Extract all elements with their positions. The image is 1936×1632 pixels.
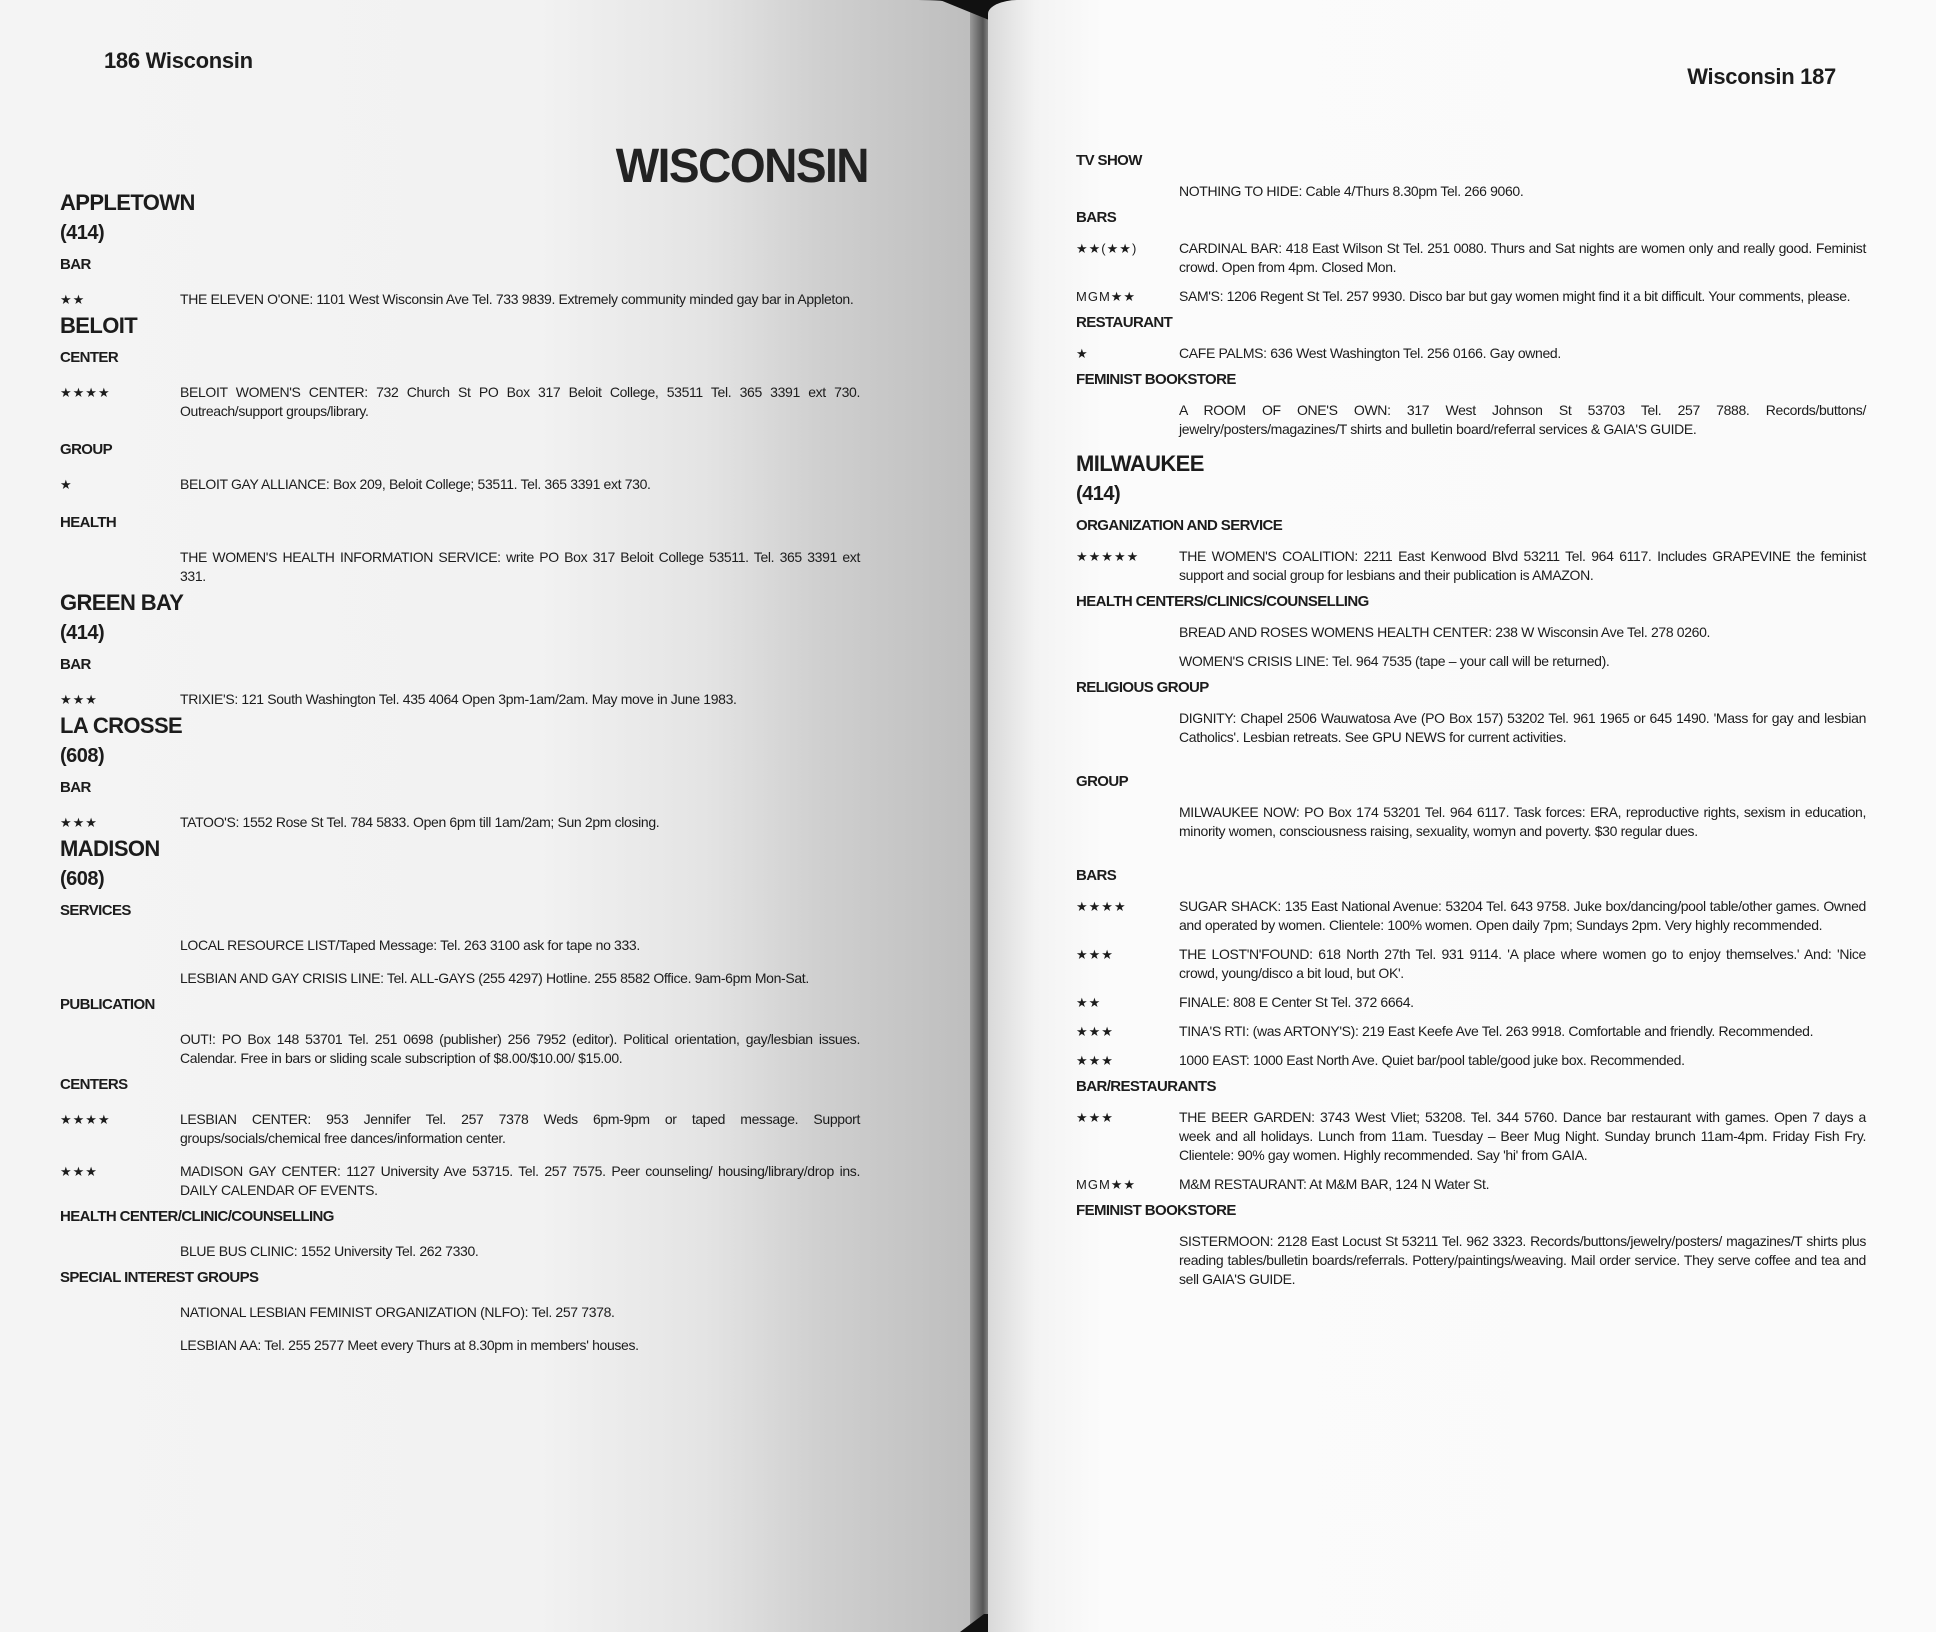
- rating-stars: [60, 969, 180, 988]
- rating-stars: [60, 548, 180, 586]
- listing-entry: [60, 1110, 860, 1148]
- rating-stars: MGM★★: [1076, 1177, 1137, 1192]
- rating-stars: MGM★★: [1076, 289, 1137, 304]
- rating-stars: ★★: [1076, 995, 1102, 1010]
- running-head-left: 186 Wisconsin: [104, 48, 253, 73]
- rating-stars: [1076, 803, 1179, 841]
- category-heading: HEALTH CENTER/CLINIC/COUNSELLING: [60, 1208, 334, 1225]
- listing-text: CAFE PALMS: 636 West Washington Tel. 256 0166. Gay owned.: [1179, 345, 1561, 361]
- listing-text: TRIXIE'S: 121 South Washington Tel. 435 4064 Open 3pm-1am/2am. May move in June 1983.: [180, 691, 737, 707]
- category-heading: ORGANIZATION AND SERVICE: [1076, 517, 1283, 534]
- listing-text: A ROOM OF ONE'S OWN: 317 West Johnson St 53703 Tel. 257 7888. Records/buttons/ jewelry/posters/magazines/T shirts and bulletin board/referral services & GAIA'S GUIDE.: [1179, 402, 1866, 437]
- listing-text: THE WOMEN'S HEALTH INFORMATION SERVICE: write PO Box 317 Beloit College 53511. Tel. 365 3391 ext 331.: [180, 549, 860, 584]
- listing-entry: [1076, 344, 1866, 363]
- category-heading: BAR: [60, 779, 91, 796]
- listing-text: BREAD AND ROSES WOMENS HEALTH CENTER: 238 W Wisconsin Ave Tel. 278 0260.: [1179, 624, 1711, 640]
- listing-text: MADISON GAY CENTER: 1127 University Ave 53715. Tel. 257 7575. Peer counseling/ housing/library/drop ins. DAILY CALENDAR OF EVENTS.: [180, 1163, 860, 1198]
- rating-stars: ★★★: [60, 815, 98, 830]
- listing-text: SUGAR SHACK: 135 East National Avenue: 53204 Tel. 643 9758. Juke box/dancing/pool table/other games. Owned and operated by women. Clientele: 100% women. Open daily 7pm; Sundays 2pm. Very highly recommended.: [1179, 898, 1866, 933]
- category-heading: HEALTH CENTERS/CLINICS/COUNSELLING: [1076, 593, 1369, 610]
- category-heading: SERVICES: [60, 902, 131, 919]
- listing-entry: [60, 936, 860, 955]
- rating-stars: ★★★: [1076, 1110, 1114, 1125]
- listing-text: M&M RESTAURANT: At M&M BAR, 124 N Water St.: [1179, 1176, 1490, 1192]
- rating-stars: ★★★: [1076, 1053, 1114, 1068]
- listing-entry: [1076, 239, 1866, 277]
- area-code: (608): [60, 868, 105, 890]
- rating-stars: ★★★: [1076, 947, 1114, 962]
- city-heading: APPLETOWN: [60, 190, 195, 215]
- rating-stars: ★: [60, 477, 73, 492]
- listing-entry: [1076, 897, 1866, 935]
- category-heading: FEMINIST BOOKSTORE: [1076, 371, 1236, 388]
- listing-entry: [1076, 993, 1866, 1012]
- category-heading: BAR: [60, 256, 91, 273]
- listing-text: SISTERMOON: 2128 East Locust St 53211 Tel. 962 3323. Records/buttons/jewelry/posters/ magazines/T shirts plus reading tables/bulletin boards/referrals. Pottery/paintings/weaving. Mail order service. They serve coffee and tea and sell GAIA'S GUIDE.: [1179, 1233, 1866, 1287]
- listing-entry: [60, 1303, 860, 1322]
- listing-text: BELOIT WOMEN'S CENTER: 732 Church St PO Box 317 Beloit College, 53511 Tel. 365 3391 ext 730. Outreach/support groups/library.: [180, 384, 860, 419]
- category-heading: BAR/RESTAURANTS: [1076, 1078, 1216, 1095]
- category-heading: GROUP: [1076, 773, 1129, 790]
- area-code: (608): [60, 745, 105, 767]
- listing-entry: [60, 969, 860, 988]
- listing-text: DIGNITY: Chapel 2506 Wauwatosa Ave (PO Box 157) 53202 Tel. 961 1965 or 645 1490. 'Mass for gay and lesbian Catholics'. Lesbian retreats. See GPU NEWS for current activities.: [1179, 710, 1866, 745]
- rating-stars: [1076, 623, 1179, 642]
- category-heading: RESTAURANT: [1076, 314, 1173, 331]
- category-heading: GROUP: [60, 441, 113, 458]
- listing-text: LESBIAN AND GAY CRISIS LINE: Tel. ALL-GAYS (255 4297) Hotline. 255 8582 Office. 9am-6pm Mon-Sat.: [180, 970, 809, 986]
- listing-entry: [60, 548, 860, 586]
- listing-entry: [1076, 547, 1866, 585]
- area-code: (414): [1076, 483, 1121, 505]
- listing-entry: [1076, 1108, 1866, 1165]
- category-heading: RELIGIOUS GROUP: [1076, 679, 1209, 696]
- category-heading: PUBLICATION: [60, 996, 155, 1013]
- listing-text: WOMEN'S CRISIS LINE: Tel. 964 7535 (tape – your call will be returned).: [1179, 653, 1610, 669]
- rating-stars: ★★★★: [60, 385, 111, 400]
- listing-text: THE BEER GARDEN: 3743 West Vliet; 53208. Tel. 344 5760. Dance bar restaurant with games. Open 7 days a week and all holidays. Lunch from 11am. Tuesday – Beer Mug Night. Sunday brunch 11am-4pm. Friday Fish Fry. Clientele: 90% gay women. Highly recommended. Say 'hi' from GAIA.: [1179, 1109, 1866, 1163]
- city-heading: GREEN BAY: [60, 590, 184, 615]
- listing-entry: [1076, 287, 1866, 306]
- rating-stars: [60, 936, 180, 955]
- listing-entry: [1076, 1175, 1866, 1194]
- listing-text: LESBIAN AA: Tel. 255 2577 Meet every Thurs at 8.30pm in members' houses.: [180, 1337, 639, 1353]
- category-heading: BAR: [60, 656, 91, 673]
- rating-stars: ★: [1076, 346, 1089, 361]
- listing-text: THE LOST'N'FOUND: 618 North 27th Tel. 931 9114. 'A place where women go to enjoy themselves.' And: 'Nice crowd, young/disco a bit loud, but OK'.: [1179, 946, 1866, 981]
- category-heading: HEALTH: [60, 514, 117, 531]
- listing-text: OUT!: PO Box 148 53701 Tel. 251 0698 (publisher) 256 7952 (editor). Political orientation, gay/lesbian issues. Calendar. Free in bars or sliding scale subscription of $8.00/$10.00/ $15.00.: [180, 1031, 860, 1066]
- listing-text: BLUE BUS CLINIC: 1552 University Tel. 262 7330.: [180, 1243, 479, 1259]
- city-heading: BELOIT: [60, 313, 138, 338]
- listing-entry: [1076, 652, 1866, 671]
- listing-entry: [1076, 945, 1866, 983]
- city-heading: LA CROSSE: [60, 713, 183, 738]
- listing-text: CARDINAL BAR: 418 East Wilson St Tel. 251 0080. Thurs and Sat nights are women only and really good. Feminist crowd. Open from 4pm. Closed Mon.: [1179, 240, 1866, 275]
- listing-entry: [1076, 1051, 1866, 1070]
- listing-text: LOCAL RESOURCE LIST/Taped Message: Tel. 263 3100 ask for tape no 333.: [180, 937, 640, 953]
- city-heading: MILWAUKEE: [1076, 451, 1204, 476]
- rating-stars: ★★★: [1076, 1024, 1114, 1039]
- listing-entry: [60, 1030, 860, 1068]
- listing-entry: [60, 383, 860, 421]
- listing-entry: [1076, 1232, 1866, 1289]
- listing-text: MILWAUKEE NOW: PO Box 174 53201 Tel. 964 6117. Task forces: ERA, reproductive rights, sexism in education, minority women, consciousness raising, sexuality, womyn and poverty. $30 regular dues.: [1179, 804, 1866, 839]
- listing-entry: [1076, 401, 1866, 439]
- rating-stars: ★★★★: [1076, 899, 1127, 914]
- rating-stars: [1076, 709, 1179, 747]
- category-heading: CENTER: [60, 349, 119, 366]
- listing-text: FINALE: 808 E Center St Tel. 372 6664.: [1179, 994, 1414, 1010]
- rating-stars: [1076, 1232, 1179, 1289]
- listing-text: TINA'S RTI: (was ARTONY'S): 219 East Keefe Ave Tel. 263 9918. Comfortable and friendly. Recommended.: [1179, 1023, 1814, 1039]
- listing-entry: [60, 690, 860, 709]
- area-code: (414): [60, 222, 105, 244]
- right-listings: [1076, 144, 1866, 1289]
- listing-entry: [60, 475, 860, 494]
- rating-stars: [60, 1242, 180, 1261]
- category-heading: BARS: [1076, 867, 1117, 884]
- listing-entry: [60, 1242, 860, 1261]
- listing-entry: [1076, 709, 1866, 747]
- rating-stars: ★★★★: [60, 1112, 111, 1127]
- category-heading: BARS: [1076, 209, 1117, 226]
- rating-stars: ★★: [60, 292, 86, 307]
- listing-entry: [1076, 182, 1866, 201]
- rating-stars: ★★★★★: [1076, 549, 1140, 564]
- listing-text: SAM'S: 1206 Regent St Tel. 257 9930. Disco bar but gay women might find it a bit difficult. Your comments, please.: [1179, 288, 1851, 304]
- rating-stars: [1076, 401, 1179, 439]
- listing-entry: [60, 1336, 860, 1355]
- listing-entry: [60, 290, 860, 309]
- rating-stars: [60, 1030, 180, 1068]
- listing-text: NOTHING TO HIDE: Cable 4/Thurs 8.30pm Tel. 266 9060.: [1179, 183, 1524, 199]
- listing-text: THE ELEVEN O'ONE: 1101 West Wisconsin Ave Tel. 733 9839. Extremely community minded gay bar in Appleton.: [180, 291, 854, 307]
- left-listings: [60, 186, 860, 1355]
- listing-entry: [1076, 1022, 1866, 1041]
- state-title: WISCONSIN: [615, 137, 868, 193]
- rating-stars: [60, 1303, 180, 1322]
- city-heading: MADISON: [60, 836, 160, 861]
- listing-entry: [60, 813, 860, 832]
- listing-text: 1000 EAST: 1000 East North Ave. Quiet bar/pool table/good juke box. Recommended.: [1179, 1052, 1685, 1068]
- area-code: (414): [60, 622, 105, 644]
- rating-stars: ★★★: [60, 1164, 98, 1179]
- listing-text: TATOO'S: 1552 Rose St Tel. 784 5833. Open 6pm till 1am/2am; Sun 2pm closing.: [180, 814, 660, 830]
- category-heading: FEMINIST BOOKSTORE: [1076, 1202, 1236, 1219]
- listing-entry: [1076, 803, 1866, 841]
- category-heading: CENTERS: [60, 1076, 128, 1093]
- listing-entry: [60, 1162, 860, 1200]
- running-head-right: Wisconsin 187: [1687, 64, 1836, 89]
- rating-stars: ★★★: [60, 692, 98, 707]
- listing-text: NATIONAL LESBIAN FEMINIST ORGANIZATION (NLFO): Tel. 257 7378.: [180, 1304, 615, 1320]
- listing-text: BELOIT GAY ALLIANCE: Box 209, Beloit College; 53511. Tel. 365 3391 ext 730.: [180, 476, 651, 492]
- category-heading: SPECIAL INTEREST GROUPS: [60, 1269, 259, 1286]
- listing-text: LESBIAN CENTER: 953 Jennifer Tel. 257 7378 Weds 6pm-9pm or taped message. Support groups/socials/chemical free dances/information center.: [180, 1111, 860, 1146]
- rating-stars: [1076, 182, 1179, 201]
- category-heading: TV SHOW: [1076, 152, 1142, 169]
- rating-stars: [1076, 652, 1179, 671]
- listing-text: THE WOMEN'S COALITION: 2211 East Kenwood Blvd 53211 Tel. 964 6117. Includes GRAPEVINE the feminist support and social group for lesbians and their publication is AMAZON.: [1179, 548, 1866, 583]
- rating-stars: [60, 1336, 180, 1355]
- listing-entry: [1076, 623, 1866, 642]
- rating-stars: ★★(★★): [1076, 241, 1138, 256]
